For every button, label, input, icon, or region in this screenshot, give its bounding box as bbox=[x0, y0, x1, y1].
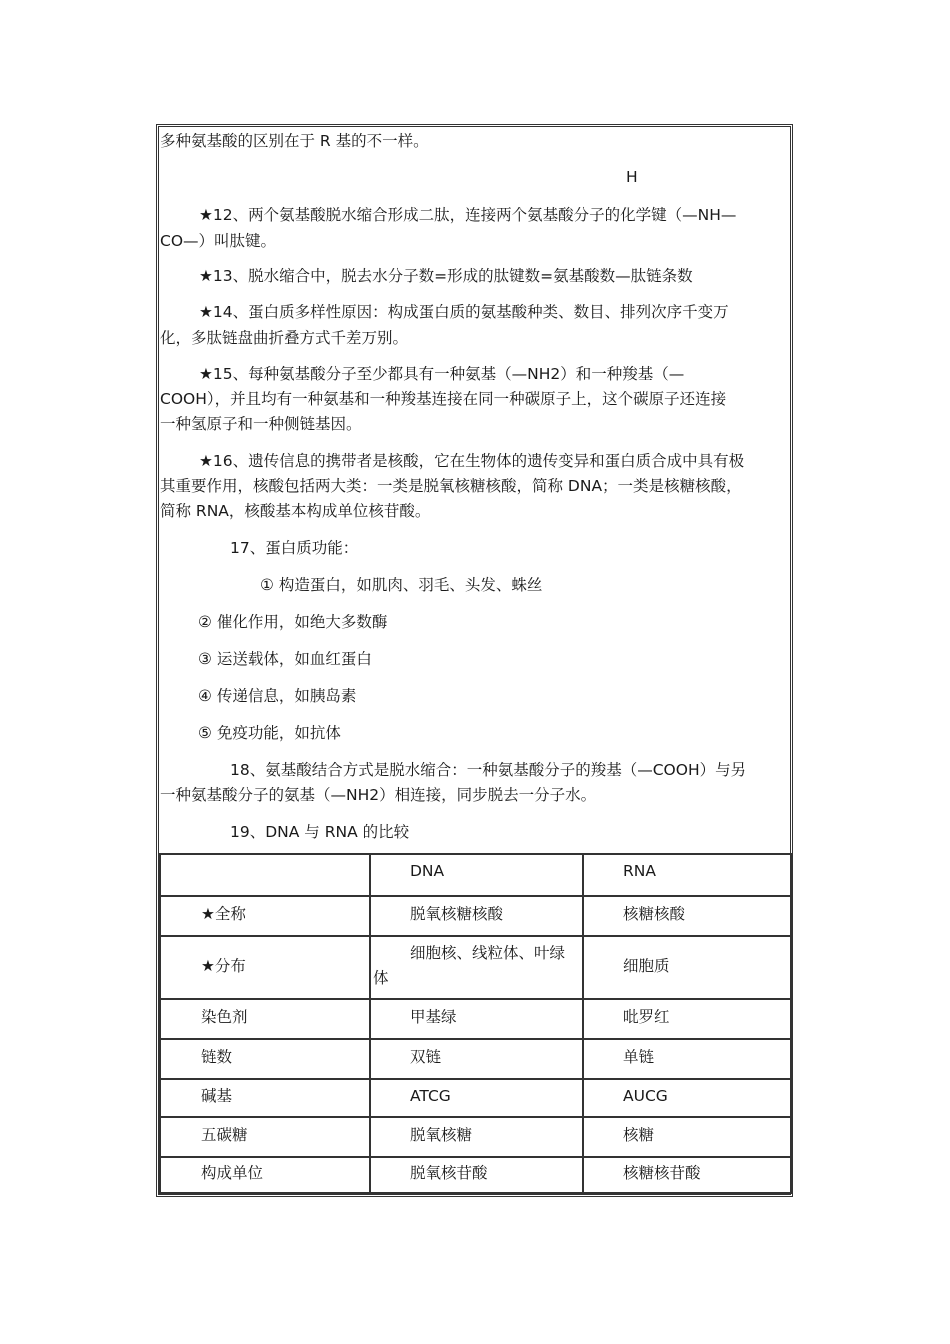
paragraph-16-line3: 简称 RNA，核酸基本构成单位核苷酸。 bbox=[160, 502, 431, 520]
row-label: 构成单位 bbox=[201, 1164, 264, 1182]
dna-value: ATCG bbox=[410, 1087, 451, 1105]
row-label: ★全称 bbox=[201, 905, 246, 923]
rna-value: 细胞质 bbox=[623, 957, 670, 975]
table-row bbox=[161, 935, 790, 998]
row-label: 五碳糖 bbox=[201, 1126, 248, 1144]
paragraph-18-line2: 一种氨基酸分子的氨基（—NH2）相连接，同步脱去一分子水。 bbox=[160, 786, 597, 804]
table-row bbox=[161, 895, 790, 935]
function-4: ④ 传递信息，如胰岛素 bbox=[198, 687, 357, 705]
table-row bbox=[161, 998, 790, 1038]
row-label: 碱基 bbox=[201, 1087, 233, 1105]
function-5: ⑤ 免疫功能，如抗体 bbox=[198, 724, 341, 742]
dna-rna-comparison-table bbox=[159, 853, 792, 1194]
dna-value: 甲基绿 bbox=[410, 1008, 457, 1026]
header-rna: RNA bbox=[623, 862, 656, 880]
paragraph-18-line1: 18、氨基酸结合方式是脱水缩合：一种氨基酸分子的羧基（—COOH）与另 bbox=[230, 761, 747, 779]
paragraph-12-line2: CO—）叫肽键。 bbox=[160, 232, 277, 250]
paragraph-15-line3: 一种氢原子和一种侧链基因。 bbox=[160, 415, 362, 433]
rna-value: 核糖 bbox=[623, 1126, 655, 1144]
table-row bbox=[161, 1156, 790, 1192]
paragraph-16-line1: ★16、遗传信息的携带者是核酸，它在生物体的遗传变异和蛋白质合成中具有极 bbox=[199, 452, 745, 470]
rna-value: 核糖核苷酸 bbox=[623, 1164, 701, 1182]
paragraph-17: 17、蛋白质功能： bbox=[230, 539, 359, 557]
table-row bbox=[161, 1078, 790, 1116]
row-label: ★分布 bbox=[201, 957, 246, 975]
function-3: ③ 运送载体，如血红蛋白 bbox=[198, 650, 372, 668]
rna-value: AUCG bbox=[623, 1087, 668, 1105]
function-2: ② 催化作用，如绝大多数酶 bbox=[198, 613, 388, 631]
dna-value: 脱氧核糖 bbox=[410, 1126, 473, 1144]
dna-value-line1: 细胞核、线粒体、叶绿 bbox=[410, 944, 566, 962]
paragraph-11-tail: 多种氨基酸的区别在于 R 基的不一样。 bbox=[160, 132, 429, 150]
paragraph-12-line1: ★12、两个氨基酸脱水缩合形成二肽，连接两个氨基酸分子的化学键（—NH— bbox=[199, 206, 737, 224]
h-label: H bbox=[626, 168, 638, 186]
function-1: ① 构造蛋白，如肌肉、羽毛、头发、蛛丝 bbox=[260, 576, 543, 594]
row-label: 染色剂 bbox=[201, 1008, 248, 1026]
header-dna: DNA bbox=[410, 862, 445, 880]
paragraph-16-line2: 其重要作用，核酸包括两大类：一类是脱氧核糖核酸，简称 DNA；一类是核糖核酸， bbox=[160, 477, 742, 495]
dna-value: 脱氧核糖核酸 bbox=[410, 905, 504, 923]
rna-value: 单链 bbox=[623, 1048, 655, 1066]
paragraph-14-line1: ★14、蛋白质多样性原因：构成蛋白质的氨基酸种类、数目、排列次序千变万 bbox=[199, 303, 729, 321]
row-label: 链数 bbox=[201, 1048, 233, 1066]
rna-value: 吡罗红 bbox=[623, 1008, 670, 1026]
rna-value: 核糖核酸 bbox=[623, 905, 686, 923]
paragraph-14-line2: 化，多肽链盘曲折叠方式千差万别。 bbox=[160, 329, 409, 347]
paragraph-19: 19、DNA 与 RNA 的比较 bbox=[230, 823, 410, 841]
table-header-row bbox=[161, 855, 790, 895]
dna-value-line2: 体 bbox=[373, 969, 389, 987]
table-row bbox=[161, 1038, 790, 1078]
dna-value: 双链 bbox=[410, 1048, 442, 1066]
table-row bbox=[161, 1116, 790, 1156]
dna-value: 脱氧核苷酸 bbox=[410, 1164, 488, 1182]
paragraph-15-line1: ★15、每种氨基酸分子至少都具有一种氨基（—NH2）和一种羧基（— bbox=[199, 365, 685, 383]
paragraph-15-line2: COOH），并且均有一种氨基和一种羧基连接在同一种碳原子上，这个碳原子还连接 bbox=[160, 390, 727, 408]
paragraph-13: ★13、脱水缩合中，脱去水分子数=形成的肽键数=氨基酸数—肽链条数 bbox=[199, 267, 693, 285]
